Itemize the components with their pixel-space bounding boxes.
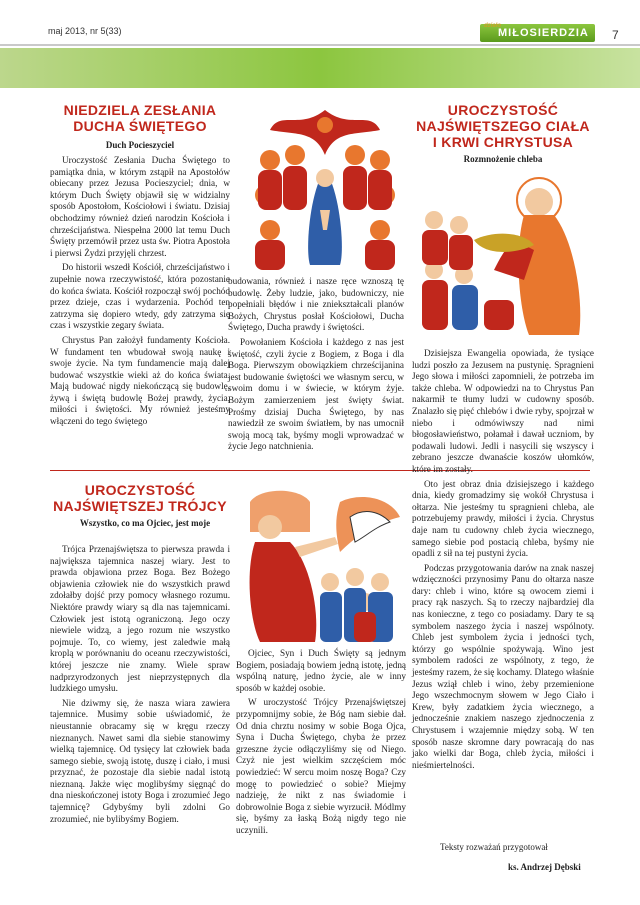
magazine-logo <box>480 24 595 42</box>
article2-subtitle: Wszystko, co ma Ojciec, jest moje <box>79 518 211 528</box>
article1-paragraph: budowania, również i nasze ręce wznoszą tę budowlę. Żeby ludzie, jako, budowniczy, nie popełniali błędów i nie zniekształcali planów Bożych, Chrystus posłał Kościołowi, Ducha Świętego, Ducha prawdy i świętości. <box>228 276 404 333</box>
header-divider <box>0 44 640 46</box>
article3-paragraph: Dzisiejsza Ewangelia opowiada, że tysiące ludzi poszło za Jezusem na pustynię. Spragnieni Jego słowa i miłości zapomnieli, że potrzeba im także chleba. W odpowiedzi na to Chrystus Pan nakarmił te tłumy ludzi w cudowny sposób. Znalazło się pięć chlebów i dwie ryby, spojrzał w niebo i odmówiwszy nad nimi błogosławieństwo, połamał i dawał uczniom, by podawali ludowi. Jedli i nasycili się wszyscy i zebrano jeszcze dwanaście koszów ułomków, które im zostały. <box>412 348 594 474</box>
article1-subtitle: Duch Pocieszyciel <box>105 140 175 150</box>
article1-continuation <box>228 276 404 466</box>
article2-paragraph: W uroczystość Trójcy Przenajświętszej przypomnijmy sobie, że Bóg nam siebie dał. Od dnia chrztu nosimy w sobie Boga Ojca, Syna i Ducha Świętego, chyba że przez grzeszne życie odłączyliśmy się od Niego. Czyż nie jest wielkim szczęściem móc powiedzieć: W sercu moim noszę Boga? Czy mogę to powiedzieć o sobie? Miejmy nadzieję, że nikt z nas świadomie i dobrowolnie Boga z siebie wyrzucił. Módlmy się, byśmy za łaską Bożą nigdy tego nie uczynili. <box>236 697 406 835</box>
article3-title <box>412 102 594 150</box>
article1-title-line2: DUCHA ŚWIĘTEGO <box>73 118 207 134</box>
article2-title-line2: NAJŚWIĘTSZEJ TRÓJCY <box>53 498 227 514</box>
article1-paragraph: Chrystus Pan założył fundamenty Kościoła. W fundament ten wbudował swoją naukę i swoje życie. Na tym fundamencie mają dalej budować wszystkie wieki aż do końca świata. Mają budować nigdy niekończącą się budowlę, żywą i świętą budowlę Bożej prawdy, życia, miłości i świętości. My również jesteśmy włączeni do tego świętego <box>50 334 230 427</box>
article2-title-line1: UROCZYSTOŚĆ <box>84 482 196 498</box>
article2-body <box>50 544 230 890</box>
article2-paragraph: Trójca Przenajświętsza to pierwsza prawda i największa tajemnica naszej wiary. Jest to prawda objawiona przez Boga. Bez Bożego objawienia człowiek nie do wszystkich prawd zdołałby dojść przy pomocy własnego rozumu. Niektóre prawdy wiary są dla nas tajemnicami. Człowiek jest istotą ograniczoną. Jego oczy niewiele widzą, a jego rozum nie wszystko pojmuje. To, co wiemy, jest zaledwie małą kroplą w porównaniu do oceanu rzeczywistości, której jeszcze nie znamy. Wiele spraw nadprzyrodzonych jest nieprzystępnych dla ludzkiego umysłu. <box>50 544 230 694</box>
signature-intro: Teksty rozważań przygotował <box>440 842 548 852</box>
article3-subtitle: Rozmnożenie chleba <box>463 154 543 164</box>
page-number: 7 <box>612 28 619 42</box>
article1-paragraph: Powołaniem Kościoła i każdego z nas jest świętość, czyli życie z Bogiem, z Boga i dla Boga. Pierwszym obowiązkiem chrześcijanina jest budowanie świętości we własnym sercu, w swoim domu i w świecie, w którym żyje. Bożym zamierzeniem jest święty świat. Prośmy dzisiaj Ducha Świętego, by nas nawiedził ze swoim światłem, by nas umocnił swoją mocą tak, byśmy mogli wprowadzać w życie Jego natchnienia. <box>228 336 404 452</box>
article1-title-line1: NIEDZIELA ZESŁANIA <box>63 102 217 118</box>
trinity-illustration <box>240 482 405 642</box>
article1-paragraph: Do historii wszedł Kościół, chrześcijaństwo i zupełnie nowa rzeczywistość, która pozostanie do końca świata. Kościół rozpoczął swój pochód przez dzieje, czas i wydarzenia. Pochód ten zatrzyma się dopiero wtedy, gdy zatrzyma się czas i wszystkie zegary świata. <box>50 262 230 331</box>
article2-paragraph: Nie dziwmy się, że nasza wiara zawiera tajemnice. Musimy sobie uświadomić, że nieustannie obracamy się w kręgu rzeczy nieznanych. Nawet sami dla siebie stanowimy wielką tajemnicę. Od tysięcy lat człowiek bada samego siebie, swoją istotę, duszę i ciało, i musi przyznać, że pozostaje dla siebie nadal istotą nieznaną. Jakże więc moglibyśmy sięgnąć do dna nieskończonej istoty Boga i zrozumieć Jego tajemnicę? Gdybyśmy byli zdolni Go zrozumieć, nie bylibyśmy Bogiem. <box>50 697 230 824</box>
article3-title-line3: I KRWI CHRYSTUSA <box>432 134 574 150</box>
article3-paragraph: Oto jest obraz dnia dzisiejszego i każdego dnia, kiedy gromadzimy się wokół Chrystusa i ołtarza. Nie jesteśmy tu spragnieni chleba, ale potrzebujemy prawdy, miłości i życia. Chrystus daje nam tu cudowny chleb życia wiecznego, samego siebie pod postacią chleba, byśmy nie opadli z sił na tej pustyni życia. <box>412 478 594 559</box>
article2-title <box>50 482 230 514</box>
article2-paragraph: Ojciec, Syn i Duch Święty są jednym Bogiem, posiadają bowiem jedną istotę, jedną wspólną naturę, jedno życie, ale w inny sposób w każdej osobie. <box>236 648 406 693</box>
article1-body <box>50 155 230 465</box>
pentecost-illustration <box>240 100 410 270</box>
article3-title-line1: UROCZYSTOŚĆ <box>447 102 559 118</box>
decorative-green-band <box>0 48 640 88</box>
article1-title <box>50 102 230 134</box>
loaves-illustration <box>414 170 594 335</box>
magazine-logo-name: MIŁOSIERDZIA <box>498 27 589 39</box>
article3-body <box>412 348 594 830</box>
magazine-logo-tagline: dzieło <box>484 23 502 29</box>
article3-paragraph: Podczas przygotowania darów na znak naszej wdzięczności przynosimy Panu do ołtarza nasze dary: chleb i wino, które są owocem ziemi i pracy rąk naszych. Są to rzeczy najbardziej dla nas konieczne, z tego co posiadamy. Dary te są symbolem naszego życia i naszej wspólnoty. Chleb jest symbolem życia i jedności tych, którzy go wspólnie spożywają. Wino jest symbolem radości ze wspólnoty, z tego, że jesteśmy razem, że się kochamy. Dlatego właśnie Jezus wziął chleb i wino, żeby przemienione Jego wszechmocnym słowem w Jego Ciało i Krew, były zadatkiem życia wiecznego, a jednocześnie znakiem naszego zjednoczenia z Chrystusem i wzajemnie między sobą. W ten sposób nasze skromne dary powracają do nas jako wielki dar Boga, chleb życia, miłości i nieśmiertelności. <box>412 562 594 770</box>
article1-paragraph: Uroczystość Zesłania Ducha Świętego to pamiątka dnia, w którym zstąpił na Apostołów obiecany przez Jezusa Pocieszyciel; dnia, w którym Duch Święty objawił się w widzialny sposób Apostołom, Kościołowi i światu. Dzisiaj obchodzimy również dzień narodzin Kościoła i chrześcijaństwa. Niespełna 2000 lat temu Duch Święty przemówił przez usta św. Piotra Apostoła i pierwsi Żydzi przyjęli chrzest. <box>50 155 230 258</box>
issue-date: maj 2013, nr 5(33) <box>48 26 122 36</box>
article3-title-line2: NAJŚWIĘTSZEGO CIAŁA <box>416 118 590 134</box>
article2-continuation <box>236 648 406 894</box>
author-signature: ks. Andrzej Dębski <box>508 862 581 872</box>
